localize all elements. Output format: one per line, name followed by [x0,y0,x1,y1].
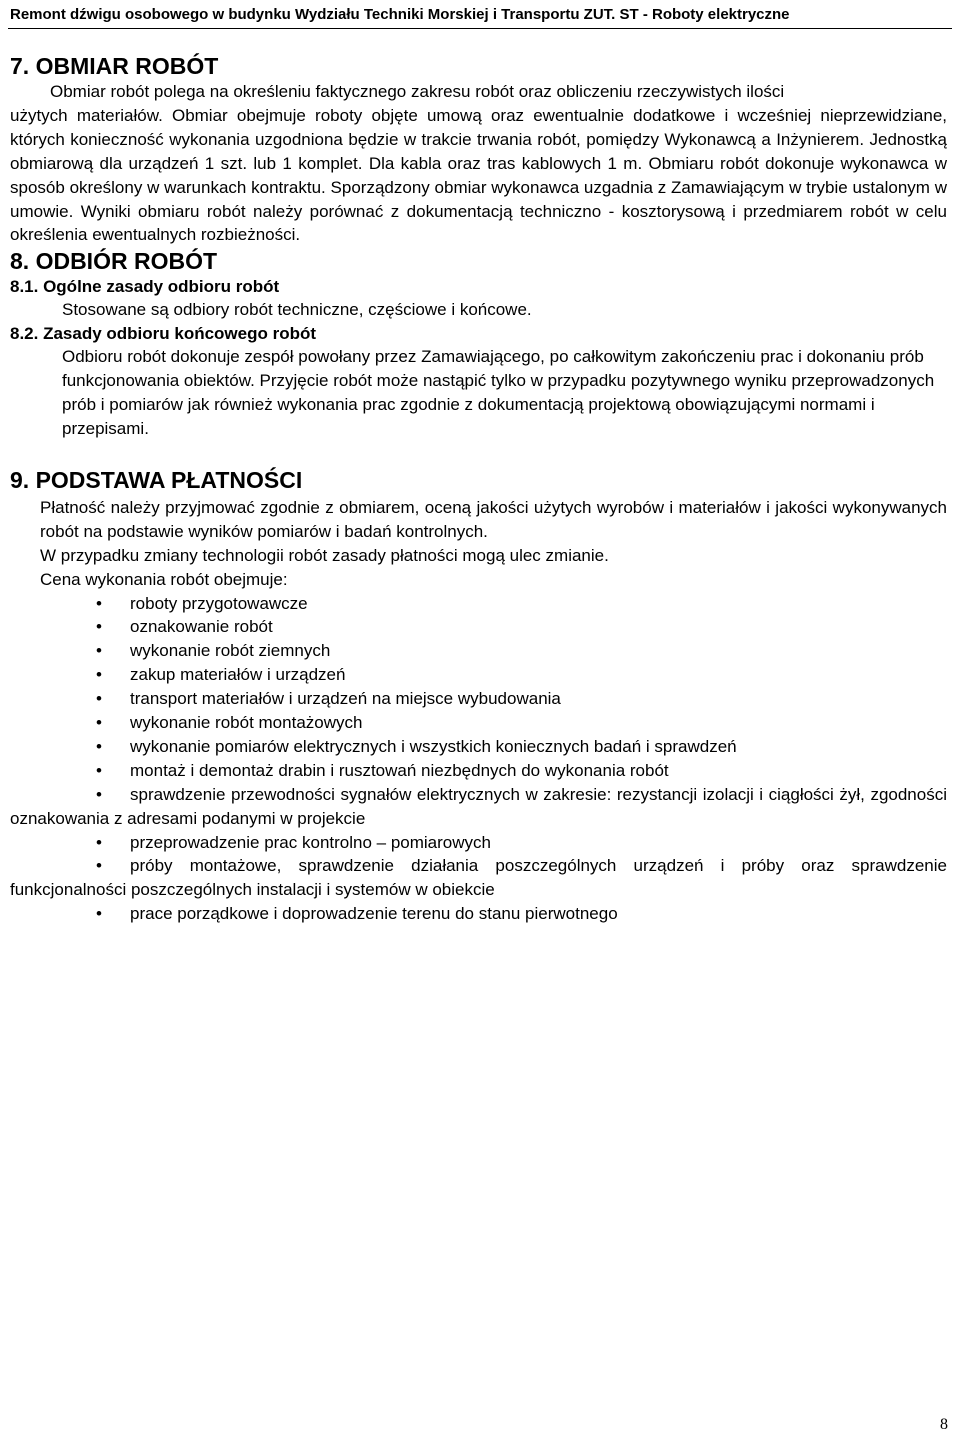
bullet-icon: • [96,856,102,876]
list-item [10,854,947,902]
bullet-icon: • [96,904,102,924]
bullet-icon: • [96,832,102,852]
bullet-icon: • [96,760,102,780]
document-body [10,52,947,926]
list-item-text: oznakowanie robót [130,617,273,637]
bullet-icon: • [96,736,102,756]
section-8-1-text: Stosowane są odbiory robót techniczne, częściowe i końcowe. [62,300,532,320]
list-item-text: zakup materiałów i urządzeń [130,665,346,685]
section-8-title: 8. ODBIÓR ROBÓT [10,248,218,275]
bullet-icon: • [96,617,102,637]
section-8-2-title: 8.2. Zasady odbioru końcowego robót [10,324,317,344]
running-header: Remont dźwigu osobowego w budynku Wydziału Techniki Morskiej i Transportu ZUT. ST - Roboty elektryczne [10,6,790,23]
section-9-title: 9. PODSTAWA PŁATNOŚCI [10,466,303,493]
list-item [10,639,947,663]
bullet-icon: • [96,689,102,709]
list-item [10,615,947,639]
list-item [10,759,947,783]
page-number: 8 [940,1416,948,1433]
bullet-icon: • [96,593,102,613]
list-item-text: transport materiałów i urządzeń na miejsce wybudowania [130,689,561,709]
list-item-text: roboty przygotowawcze [130,593,308,613]
section-8-2-text: Odbioru robót dokonuje zespół powołany przez Zamawiającego, po całkowitym zakończeniu prac i dokonaniu prób funkcjonowania obiektów. Przyjęcie robót może nastąpić tylko w przypadku pozytywnego wyniku przeprowadzonych prób i pomiarów jak również wykonania prac zgodnie z dokumentacją projektową obowiązującymi normami i przepisami. [62,347,935,438]
list-item-text: wykonanie robót montażowych [130,713,363,733]
list-item-text: przeprowadzenie prac kontrolno – pomiarowych [130,832,491,852]
list-item [10,687,947,711]
cost-items-list [10,592,947,927]
section-7-first-line: Obmiar robót polega na określeniu faktycznego zakresu robót oraz obliczeniu rzeczywistych ilości [50,82,785,101]
list-item [10,902,947,926]
list-item-text: prace porządkowe i doprowadzenie terenu do stanu pierwotnego [130,904,618,924]
list-item [10,592,947,616]
list-item [10,783,947,831]
bullet-icon: • [96,665,102,685]
section-9-text-1: Płatność należy przyjmować zgodnie z obmiarem, oceną jakości użytych wyrobów i materiałów i jakości wykonywanych robót na podstawie wyników pomiarów i badań kontrolnych. [40,497,947,541]
section-8-1-title: 8.1. Ogólne zasady odbioru robót [10,277,280,297]
list-item-text: próby montażowe, sprawdzenie działania poszczególnych urządzeń i próby oraz sprawdzenie funkcjonalności poszczególnych instalacji i systemów w obiekcie [10,856,947,900]
list-item [10,663,947,687]
section-9-text-3: Cena wykonania robót obejmuje: [40,569,288,589]
list-item-text: montaż i demontaż drabin i rusztowań niezbędnych do wykonania robót [130,760,669,780]
bullet-icon: • [96,641,102,661]
section-7-title: 7. OBMIAR ROBÓT [10,53,219,79]
header-rule [8,28,952,29]
list-item [10,831,947,855]
list-item-text: wykonanie robót ziemnych [130,641,331,661]
section-7-text: użytych materiałów. Obmiar obejmuje roboty objęte umową oraz ewentualnie dodatkowe i wcześniej nieprzewidziane, których konieczność wykonania uzgodniona będzie w trakcie trwania robót, pomiędzy Wykonawcą a Inżynierem. Jednostką obmiarową dla urządzeń 1 szt. lub 1 komplet. Dla kabla oraz tras kablowych 1 m. Obmiaru robót dokonuje wykonawca w sposób określony w warunkach kontraktu. Sporządzony obmiar wykonawca uzgadnia z Zamawiającym w trybie ustalonym w umowie. Wyniki obmiaru robót należy porównać z dokumentacją techniczno - kosztorysową i przedmiarem robót w celu określenia ewentualnych rozbieżności. [10,105,947,245]
bullet-icon: • [96,784,102,804]
list-item [10,711,947,735]
list-item-text: wykonanie pomiarów elektrycznych i wszystkich koniecznych badań i sprawdzeń [130,736,737,756]
bullet-icon: • [96,713,102,733]
list-item [10,735,947,759]
list-item-text: sprawdzenie przewodności sygnałów elektrycznych w zakresie: rezystancji izolacji i ciągłości żył, zgodności oznakowania z adresami podanymi w projekcie [10,784,947,828]
section-9-text-2: W przypadku zmiany technologii robót zasady płatności mogą ulec zmianie. [40,545,609,565]
